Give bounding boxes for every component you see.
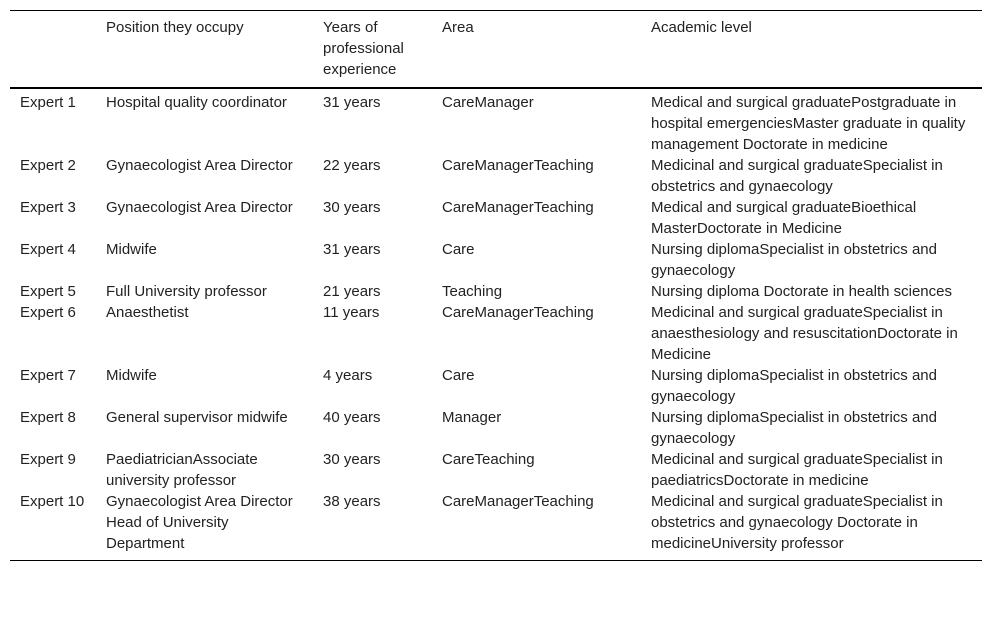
cell-years: 40 years xyxy=(323,409,381,426)
table-body xyxy=(10,88,982,561)
cell-expert: Expert 1 xyxy=(20,94,76,111)
cell-position: Midwife xyxy=(106,241,157,258)
table-row xyxy=(10,302,982,365)
table-row xyxy=(10,449,982,491)
cell-academic: Nursing diplomaSpecialist in obstetrics and gynaecology xyxy=(651,367,937,405)
header-row xyxy=(10,11,982,89)
table-row xyxy=(10,197,982,239)
cell-years: 30 years xyxy=(323,199,381,216)
cell-area: Manager xyxy=(442,409,502,426)
cell-position: Gynaecologist Area Director xyxy=(106,199,293,216)
cell-years: 21 years xyxy=(323,283,381,300)
cell-area: Care xyxy=(442,367,475,384)
cell-years: 11 years xyxy=(323,304,380,321)
cell-academic: Nursing diploma Doctorate in health sciences xyxy=(651,283,952,300)
cell-area: CareManagerTeaching xyxy=(442,493,594,510)
table-row xyxy=(10,365,982,407)
cell-expert: Expert 9 xyxy=(20,451,76,468)
header-position: Position they occupy xyxy=(106,19,244,36)
cell-area: CareTeaching xyxy=(442,451,535,468)
experts-table xyxy=(10,10,982,561)
cell-expert: Expert 5 xyxy=(20,283,76,300)
cell-years: 30 years xyxy=(323,451,381,468)
table-row xyxy=(10,281,982,302)
cell-years: 31 years xyxy=(323,241,381,258)
cell-expert: Expert 4 xyxy=(20,241,76,258)
cell-expert: Expert 8 xyxy=(20,409,76,426)
cell-academic: Medicinal and surgical graduateSpecialist in obstetrics and gynaecology xyxy=(651,157,943,195)
cell-area: CareManagerTeaching xyxy=(442,157,594,174)
cell-years: 22 years xyxy=(323,157,381,174)
cell-area: CareManager xyxy=(442,94,534,111)
table-row xyxy=(10,239,982,281)
cell-position: Full University professor xyxy=(106,283,267,300)
cell-position: Gynaecologist Area Director xyxy=(106,157,293,174)
cell-area: Care xyxy=(442,241,475,258)
cell-position: Midwife xyxy=(106,367,157,384)
table-header xyxy=(10,11,982,89)
cell-years: 31 years xyxy=(323,94,381,111)
cell-position: PaediatricianAssociate university professor xyxy=(106,451,258,489)
cell-expert: Expert 10 xyxy=(20,493,85,510)
table-row xyxy=(10,88,982,155)
cell-area: CareManagerTeaching xyxy=(442,199,594,216)
cell-years: 38 years xyxy=(323,493,381,510)
cell-academic: Medicinal and surgical graduateSpecialist in anaesthesiology and resuscitationDoctorate in Medicine xyxy=(651,304,958,363)
cell-expert: Expert 3 xyxy=(20,199,76,216)
cell-expert: Expert 6 xyxy=(20,304,76,321)
cell-expert: Expert 7 xyxy=(20,367,76,384)
cell-academic: Nursing diplomaSpecialist in obstetrics and gynaecology xyxy=(651,241,937,279)
cell-position: Gynaecologist Area Director Head of University Department xyxy=(106,493,293,552)
header-area: Area xyxy=(442,19,474,36)
cell-academic: Medicinal and surgical graduateSpecialist in paediatricsDoctorate in medicine xyxy=(651,451,943,489)
table-row xyxy=(10,491,982,561)
table-row xyxy=(10,407,982,449)
cell-expert: Expert 2 xyxy=(20,157,76,174)
header-years: Years of professional experience xyxy=(323,19,404,78)
experts-table-container xyxy=(10,10,982,561)
cell-academic: Medicinal and surgical graduateSpecialist in obstetrics and gynaecology Doctorate in medicineUniversity professor xyxy=(651,493,943,552)
table-row xyxy=(10,155,982,197)
cell-position: Anaesthetist xyxy=(106,304,189,321)
header-academic: Academic level xyxy=(651,19,752,36)
cell-academic: Nursing diplomaSpecialist in obstetrics and gynaecology xyxy=(651,409,937,447)
cell-academic: Medical and surgical graduateBioethical MasterDoctorate in Medicine xyxy=(651,199,917,237)
cell-position: Hospital quality coordinator xyxy=(106,94,287,111)
cell-area: Teaching xyxy=(442,283,503,300)
cell-position: General supervisor midwife xyxy=(106,409,288,426)
cell-years: 4 years xyxy=(323,367,373,384)
cell-academic: Medical and surgical graduatePostgraduate in hospital emergenciesMaster graduate in quality management Doctorate in medicine xyxy=(651,94,966,153)
cell-area: CareManagerTeaching xyxy=(442,304,594,321)
header-expert xyxy=(10,11,96,89)
